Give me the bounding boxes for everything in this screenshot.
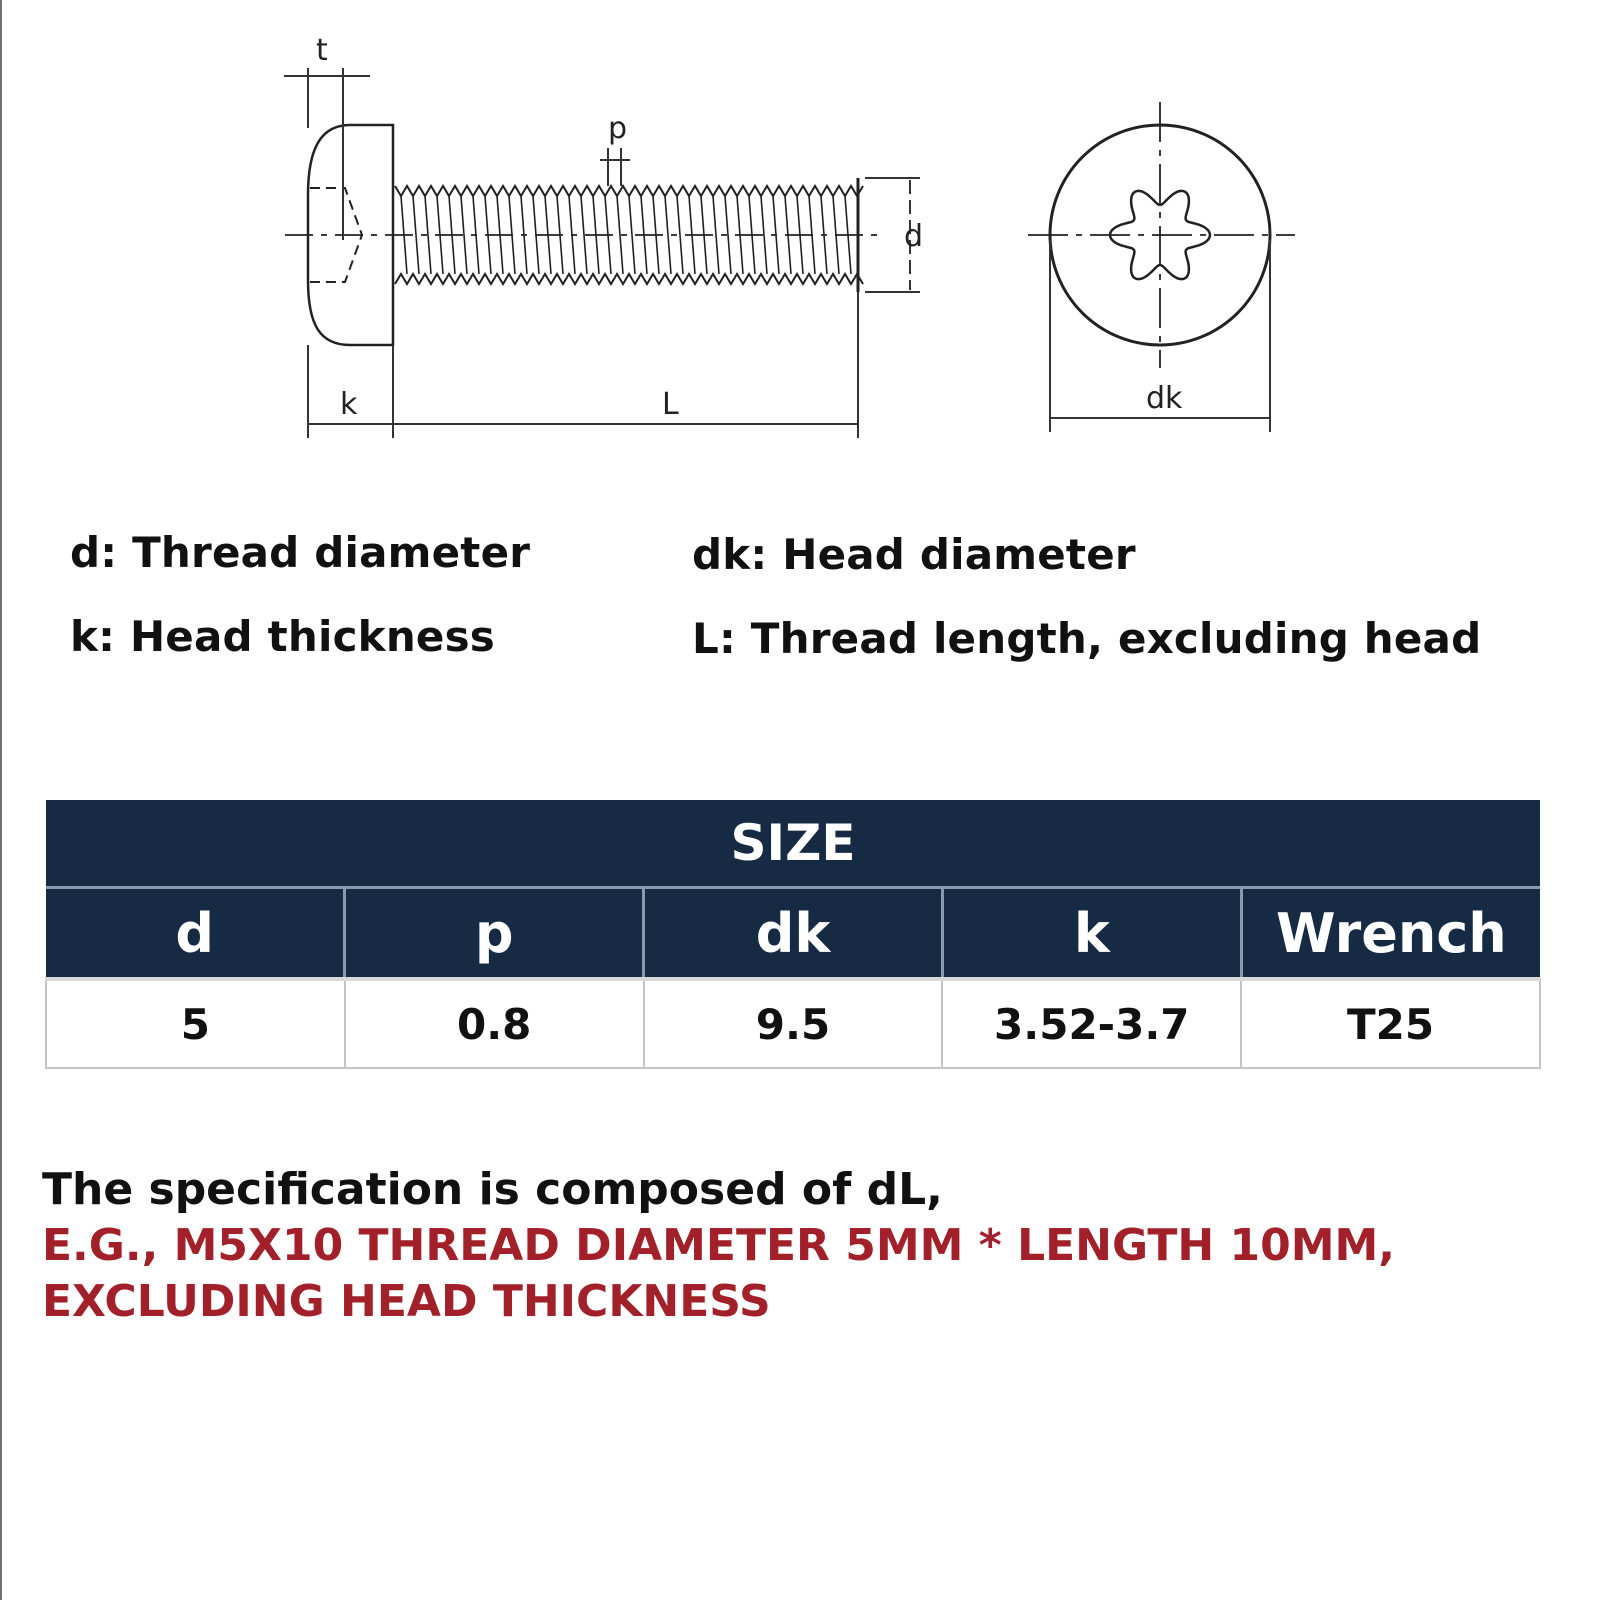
dim-label-p: p bbox=[608, 111, 628, 146]
table-row bbox=[46, 979, 1540, 1068]
dim-label-t: t bbox=[316, 33, 328, 68]
size-title: SIZE bbox=[46, 800, 1540, 888]
size-title-row bbox=[46, 800, 1540, 888]
screw-technical-drawing bbox=[0, 0, 1600, 470]
size-table bbox=[45, 800, 1541, 1069]
cell-p: 0.8 bbox=[345, 979, 644, 1068]
cell-wrench: T25 bbox=[1241, 979, 1540, 1068]
table-header-row bbox=[46, 888, 1540, 980]
column-header-dk: dk bbox=[644, 888, 943, 980]
screw-top-view bbox=[1028, 102, 1295, 368]
column-header-p: p bbox=[345, 888, 644, 980]
column-header-wrench: Wrench bbox=[1241, 888, 1540, 980]
cell-dk: 9.5 bbox=[644, 979, 943, 1068]
column-header-d: d bbox=[46, 888, 345, 980]
spec-line-2: E.G., M5X10 THREAD DIAMETER 5MM * LENGTH 10MM, bbox=[42, 1220, 1395, 1271]
specification-note bbox=[42, 1162, 1562, 1330]
legend-dk: dk: Head diameter bbox=[692, 530, 1136, 579]
cell-d: 5 bbox=[46, 979, 345, 1068]
spec-line-1: The specification is composed of dL, bbox=[42, 1164, 943, 1215]
legend-L: L: Thread length, excluding head bbox=[692, 614, 1482, 663]
legend-k: k: Head thickness bbox=[70, 612, 495, 661]
cell-k: 3.52-3.7 bbox=[942, 979, 1241, 1068]
dim-label-L: L bbox=[662, 387, 679, 422]
legend-d: d: Thread diameter bbox=[70, 528, 531, 577]
dim-label-dk: dk bbox=[1146, 381, 1183, 416]
screw-side-view bbox=[285, 125, 880, 345]
dim-label-k: k bbox=[340, 387, 358, 422]
spec-line-3: EXCLUDING HEAD THICKNESS bbox=[42, 1276, 771, 1327]
dim-label-d: d bbox=[904, 219, 924, 254]
column-header-k: k bbox=[942, 888, 1241, 980]
